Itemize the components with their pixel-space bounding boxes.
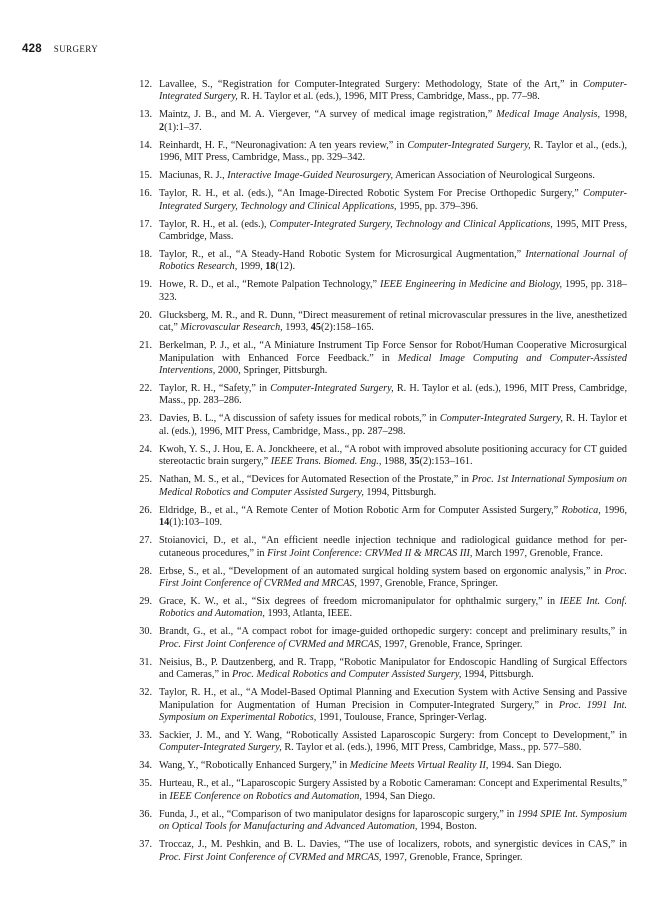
reference-source-title: Computer-Integrated Surgery, bbox=[159, 79, 627, 103]
reference-segment: Eldridge, B., et al., “A Remote Center of Motion Robotic Arm for Computer Assisted Surgery,” bbox=[159, 504, 562, 516]
reference-segment: 1993, bbox=[282, 322, 311, 334]
reference-source-title: Computer-Integrated Surgery, Technology and Clinical Applications, bbox=[159, 188, 627, 212]
reference-number: 37. bbox=[139, 839, 152, 851]
reference-item bbox=[137, 535, 627, 560]
reference-number: 23. bbox=[139, 413, 152, 425]
reference-segment: Davies, B. L., “A discussion of safety issues for medical robots,” in bbox=[159, 413, 440, 425]
reference-segment: Taylor, R., et al., “A Steady-Hand Robotic System for Microsurgical Augmentation,” bbox=[159, 249, 526, 261]
reference-item bbox=[137, 413, 627, 438]
reference-source-title: IEEE Conference on Robotics and Automation, bbox=[169, 790, 362, 802]
reference-source-title: IEEE Int. Conf. Robotics and Automation, bbox=[159, 595, 627, 620]
reference-segment: 1994, Pittsburgh. bbox=[363, 486, 437, 498]
reference-segment: 1991, Toulouse, France, Springer-Verlag. bbox=[316, 711, 487, 723]
reference-text bbox=[159, 535, 627, 558]
reference-text bbox=[159, 170, 595, 181]
reference-text bbox=[159, 760, 562, 771]
reference-text bbox=[159, 839, 627, 862]
reference-segment: Maciunas, R. J., bbox=[159, 170, 228, 182]
reference-segment: Troccaz, J., M. Peshkin, and B. L. Davies, “The use of localizers, robots, and synergistic devices in CAS,” in bbox=[159, 839, 627, 851]
reference-source-title: Proc. First Joint Conference of CVRMed and MRCAS, bbox=[159, 638, 382, 650]
reference-number: 20. bbox=[139, 309, 152, 321]
reference-segment: Brandt, G., et al., “A compact robot for image-guided orthopedic surgery: concept and preliminary results,” in bbox=[159, 626, 627, 638]
reference-segment: Funda, J., et al., “Comparison of two manipulator designs for laparoscopic surgery,” in bbox=[159, 808, 518, 820]
reference-source-title: Proc. 1991 Int. Symposium on Experimental Robotics, bbox=[159, 699, 627, 723]
reference-segment: (1):103–109. bbox=[169, 517, 223, 529]
reference-segment: (12). bbox=[275, 261, 296, 273]
reference-number: 36. bbox=[139, 808, 152, 820]
reference-segment: 1999, bbox=[237, 261, 266, 273]
reference-volume: 14 bbox=[159, 517, 170, 529]
reference-segment: Nathan, M. S., et al., “Devices for Automated Resection of the Prostate,” in bbox=[159, 474, 472, 486]
reference-text bbox=[159, 444, 627, 467]
reference-item bbox=[137, 444, 627, 469]
reference-source-title: Computer-Integrated Surgery, Technology and Clinical Applications, bbox=[269, 218, 553, 230]
reference-segment: Hurteau, R., et al., “Laparoscopic Surgery Assisted by a Robotic Cameraman: Concept and Experimental Results,” in bbox=[159, 778, 627, 802]
page-number: 428 bbox=[22, 43, 42, 55]
reference-segment: R. H. Taylor et al. (eds.), 1996, MIT Press, Cambridge, Mass., pp. 287–298. bbox=[159, 413, 628, 437]
reference-volume: 2 bbox=[159, 121, 165, 133]
reference-number: 31. bbox=[139, 656, 152, 668]
reference-number: 18. bbox=[139, 249, 152, 261]
reference-item bbox=[137, 505, 627, 530]
reference-segment: Taylor, R. H., et al. (eds.), bbox=[159, 218, 270, 230]
reference-segment: Lavallee, S., “Registration for Computer-Integrated Surgery: Methodology, State of the Art,” in bbox=[159, 79, 584, 90]
reference-item bbox=[137, 279, 627, 304]
reference-segment: 1994, San Diego. bbox=[361, 790, 436, 802]
reference-source-title: Proc. 1st International Symposium on Medical Robotics and Computer Assisted Surgery, bbox=[159, 474, 627, 498]
reference-item bbox=[137, 730, 627, 755]
reference-item bbox=[137, 249, 627, 274]
reference-number: 24. bbox=[139, 443, 152, 455]
reference-segment: R. H. Taylor et al. (eds.), 1996, MIT Press, Cambridge, Mass., pp. 283–286. bbox=[159, 383, 627, 407]
reference-segment: (2):153–161. bbox=[419, 456, 473, 468]
reference-text bbox=[159, 219, 627, 242]
reference-volume: 45 bbox=[310, 322, 321, 334]
reference-segment: 1997, Grenoble, France, Springer. bbox=[381, 638, 523, 650]
reference-text bbox=[159, 657, 627, 680]
reference-item bbox=[137, 140, 627, 165]
reference-segment: 2000, Springer, Pittsburgh. bbox=[215, 365, 328, 377]
reference-segment: 1998, bbox=[600, 109, 627, 121]
reference-text bbox=[159, 505, 627, 528]
reference-number: 21. bbox=[139, 340, 152, 352]
reference-source-title: Medicine Meets Virtual Reality II, bbox=[349, 760, 489, 772]
reference-segment: 1995, pp. 318–323. bbox=[159, 279, 628, 303]
reference-source-title: Computer-Integrated Surgery, bbox=[407, 139, 531, 151]
reference-number: 22. bbox=[139, 383, 152, 395]
reference-segment: (1):1–37. bbox=[164, 121, 202, 133]
reference-segment: Glucksberg, M. R., and R. Dunn, “Direct measurement of retinal microvascular pressures in the live, anesthetized cat,” bbox=[159, 309, 627, 334]
reference-volume: 18 bbox=[265, 261, 276, 273]
reference-segment: American Association of Neurological Surgeons. bbox=[393, 170, 595, 182]
reference-text bbox=[159, 687, 627, 723]
reference-source-title: Microvascular Research, bbox=[180, 322, 283, 334]
reference-number: 34. bbox=[139, 760, 152, 772]
reference-segment: 1997, Grenoble, France, Springer. bbox=[356, 577, 498, 589]
page-header bbox=[22, 43, 98, 57]
reference-number: 16. bbox=[139, 188, 152, 200]
reference-source-title: Proc. First Joint Conference of CVRMed and MRCAS, bbox=[159, 851, 382, 863]
reference-list bbox=[137, 79, 627, 870]
reference-segment: Berkelman, P. J., et al., “A Miniature Instrument Tip Force Sensor for Robot/Human Cooperative Microsurgical Manipulation with Enhanced Force Feedback.” in bbox=[159, 340, 627, 364]
reference-number: 19. bbox=[139, 279, 152, 291]
reference-segment: Stoianovici, D., et al., “An efficient needle injection technique and radiological guidance method for per-cutaneous procedures,” in bbox=[159, 535, 627, 559]
reference-item bbox=[137, 626, 627, 651]
reference-segment: March 1997, Grenoble, France. bbox=[472, 547, 603, 559]
reference-segment: Taylor, R. H., “Safety,” in bbox=[159, 383, 271, 395]
reference-number: 32. bbox=[139, 687, 152, 699]
reference-segment: Taylor, R. H., et al. (eds.), “An Image-Directed Robotic System For Precise Orthopedic Surgery,” bbox=[159, 188, 584, 200]
reference-segment: Wang, Y., “Robotically Enhanced Surgery,” in bbox=[159, 760, 350, 772]
reference-item bbox=[137, 566, 627, 591]
reference-segment: 1995, MIT Press, Cambridge, Mass. bbox=[159, 218, 627, 243]
reference-text bbox=[159, 340, 627, 376]
reference-source-title: Medical Image Analysis, bbox=[496, 109, 601, 121]
reference-item bbox=[137, 687, 627, 724]
reference-text bbox=[159, 730, 627, 753]
reference-segment: Sackier, J. M., and Y. Wang, “Robotically Assisted Laparoscopic Surgery: from Concept to Development,” in bbox=[159, 729, 627, 741]
reference-number: 30. bbox=[139, 626, 152, 638]
reference-item bbox=[137, 109, 627, 134]
reference-text bbox=[159, 383, 627, 406]
reference-text bbox=[159, 596, 627, 619]
reference-segment: R. Taylor et al., (eds.), 1996, MIT Press, Cambridge, Mass., pp. 329–342. bbox=[159, 139, 628, 164]
reference-item bbox=[137, 596, 627, 621]
reference-source-title: Interactive Image-Guided Neurosurgery, bbox=[227, 170, 394, 182]
reference-source-title: First Joint Conference: CRVMed II & MRCAS III, bbox=[267, 547, 473, 559]
reference-segment: 1995, pp. 379–396. bbox=[396, 200, 479, 212]
reference-segment: Erbse, S., et al., “Development of an automated surgical holding system based on ergonomic analysis,” in bbox=[159, 565, 606, 577]
reference-text bbox=[159, 413, 627, 436]
reference-item bbox=[137, 839, 627, 864]
reference-item bbox=[137, 383, 627, 408]
reference-source-title: Robotica, bbox=[561, 504, 601, 516]
reference-segment: Reinhardt, H. F., “Neuronagivation: A ten years review,” in bbox=[159, 139, 408, 151]
reference-number: 27. bbox=[139, 535, 152, 547]
reference-segment: R. Taylor et al. (eds.), 1996, MIT Press, Cambridge, Mass., pp. 577–580. bbox=[281, 742, 582, 754]
reference-segment: Maintz, J. B., and M. A. Viergever, “A survey of medical image registration,” bbox=[159, 109, 497, 121]
reference-source-title: IEEE Engineering in Medicine and Biology, bbox=[380, 279, 563, 291]
reference-segment: 1994, Pittsburgh. bbox=[461, 669, 534, 681]
reference-segment: (2):158–165. bbox=[320, 322, 374, 334]
reference-text bbox=[159, 809, 627, 832]
reference-text bbox=[159, 626, 627, 649]
reference-source-title: Proc. First Joint Conference of CVRMed and MRCAS, bbox=[159, 565, 627, 589]
reference-text bbox=[159, 279, 627, 302]
reference-segment: Kwoh, Y. S., J. Hou, E. A. Jonckheere, et al., “A robot with improved absolute positioning accuracy for CT guided stereotactic brain surgery,” bbox=[159, 443, 627, 468]
reference-text bbox=[159, 109, 627, 132]
reference-source-title: International Journal of Robotics Research, bbox=[159, 249, 627, 273]
reference-number: 29. bbox=[139, 595, 152, 607]
reference-segment: 1994. San Diego. bbox=[488, 760, 562, 772]
reference-number: 12. bbox=[139, 79, 152, 90]
reference-item bbox=[137, 340, 627, 377]
reference-number: 28. bbox=[139, 565, 152, 577]
reference-source-title: 1994 SPIE Int. Symposium on Optical Tools for Manufacturing and Advanced Automation, bbox=[159, 808, 628, 833]
reference-source-title: Computer-Integrated Surgery, bbox=[159, 742, 282, 754]
reference-source-title: Computer-Integrated Surgery, bbox=[439, 413, 563, 425]
reference-segment: Neisius, B., P. Dautzenberg, and R. Trapp, “Robotic Manipulator for Endoscopic Handling of Surgical Effectors and Cameras,” in bbox=[159, 656, 627, 681]
reference-item bbox=[137, 79, 627, 104]
reference-item bbox=[137, 778, 627, 803]
reference-text bbox=[159, 140, 627, 163]
reference-number: 17. bbox=[139, 218, 152, 230]
reference-number: 35. bbox=[139, 778, 152, 790]
reference-text bbox=[159, 249, 627, 272]
reference-segment: Howe, R. D., et al., “Remote Palpation Technology,” bbox=[159, 279, 381, 291]
reference-number: 14. bbox=[139, 139, 152, 151]
reference-segment: 1994, Boston. bbox=[417, 821, 477, 833]
reference-segment: R. H. Taylor et al. (eds.), 1996, MIT Press, Cambridge, Mass., pp. 77–98. bbox=[237, 91, 540, 103]
reference-number: 26. bbox=[139, 504, 152, 516]
reference-segment: Grace, K. W., et al., “Six degrees of freedom micromanipulator for ophthalmic surgery,” in bbox=[159, 595, 560, 607]
reference-segment: Taylor, R. H., et al., “A Model-Based Optimal Planning and Execution System with Active Sensing and Passive Manipulation for Augmentation of Human Precision in Computer-Integrated Surgery,” in bbox=[159, 687, 627, 711]
reference-segment: 1996, bbox=[600, 504, 627, 516]
reference-item bbox=[137, 760, 627, 772]
reference-number: 33. bbox=[139, 729, 152, 741]
running-head: SURGERY bbox=[53, 44, 99, 54]
reference-segment: 1997, Grenoble, France, Springer. bbox=[381, 851, 523, 863]
reference-source-title: Proc. Medical Robotics and Computer Assisted Surgery, bbox=[231, 669, 462, 681]
reference-item bbox=[137, 188, 627, 213]
reference-number: 15. bbox=[139, 170, 152, 182]
reference-text bbox=[159, 778, 627, 801]
reference-text bbox=[159, 474, 627, 497]
reference-item bbox=[137, 170, 627, 182]
reference-number: 25. bbox=[139, 474, 152, 486]
reference-item bbox=[137, 310, 627, 335]
reference-number: 13. bbox=[139, 109, 152, 121]
reference-source-title: IEEE Trans. Biomed. Eng., bbox=[270, 456, 382, 468]
reference-item bbox=[137, 809, 627, 834]
reference-text bbox=[159, 188, 627, 211]
reference-text bbox=[159, 566, 627, 589]
reference-item bbox=[137, 474, 627, 499]
reference-text bbox=[159, 310, 627, 333]
reference-segment: 1993, Atlanta, IEEE. bbox=[264, 608, 353, 620]
reference-segment: 1988, bbox=[381, 456, 410, 468]
reference-item bbox=[137, 657, 627, 682]
reference-source-title: Computer-Integrated Surgery, bbox=[270, 383, 394, 395]
reference-text bbox=[159, 79, 627, 102]
reference-item bbox=[137, 219, 627, 244]
reference-source-title: Medical Image Computing and Computer-Assisted Interventions, bbox=[159, 352, 628, 377]
reference-volume: 35 bbox=[409, 456, 420, 468]
